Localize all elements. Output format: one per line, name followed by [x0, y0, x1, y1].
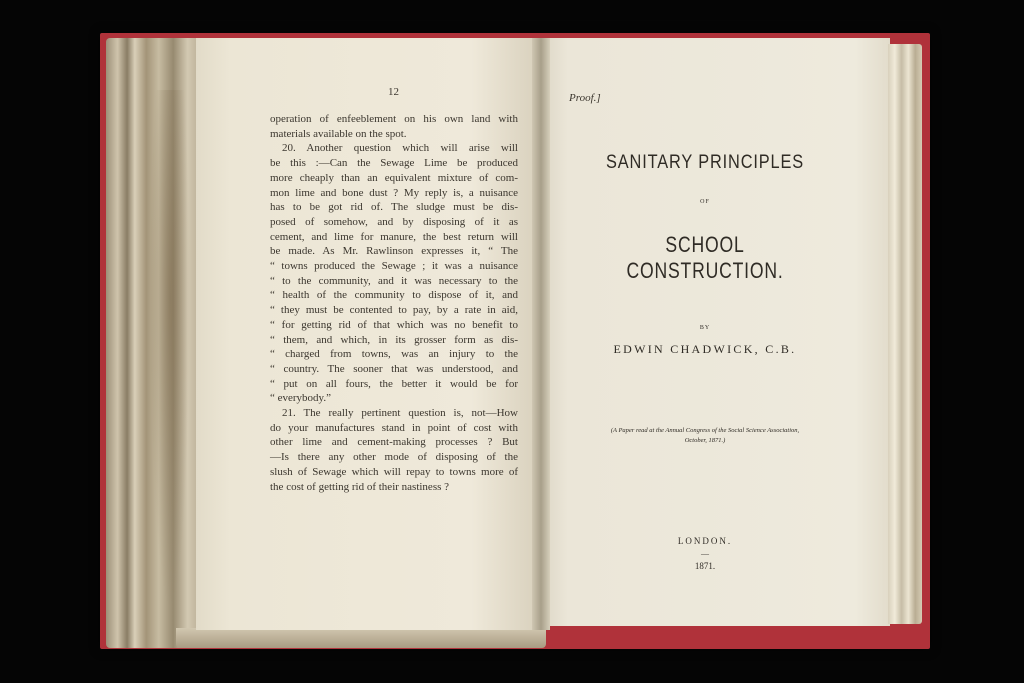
page-stain	[150, 90, 190, 610]
page-number: 12	[388, 86, 399, 98]
text-line: more cheaply than an equivalent mixture of com-	[270, 171, 518, 184]
text-line: cement, and lime for manure, the best return will	[270, 230, 518, 243]
text-line: be this :—Can the Sewage Lime be produced	[270, 157, 518, 170]
text-line: “ for getting rid of that which was no benefit to	[270, 318, 518, 331]
paper-note	[560, 426, 850, 446]
text-line: “ towns produced the Sewage ; it was a nuisance	[270, 260, 518, 273]
book-gutter	[532, 38, 550, 630]
text-line: “ charged from towns, was an injury to the	[270, 348, 518, 361]
text-line: do your manufactures stand in point of cost with	[270, 421, 518, 434]
text-line: slush of Sewage which will repay to towns more of	[270, 465, 518, 478]
text-line: “ to the community, and it was necessary to the	[270, 274, 518, 287]
title-of: OF	[700, 199, 710, 205]
proof-mark: Proof.]	[569, 92, 601, 104]
text-line: materials available on the spot.	[270, 127, 407, 140]
text-line: posed of somehow, and by disposing of it as	[270, 215, 518, 228]
publication-place: LONDON.	[677, 536, 733, 546]
text-line: —Is there any other mode of disposing of the	[270, 451, 518, 464]
text-line: the cost of getting rid of their nastiness ?	[270, 480, 450, 493]
author-name: EDWIN CHADWICK, C.B.	[613, 342, 797, 356]
paper-note-line-1: (A Paper read at the Annual Congress of the Social Science Association,	[610, 427, 800, 434]
byline-label: BY	[699, 325, 711, 331]
publication-year: 1871.	[694, 561, 716, 571]
page-edges-right	[888, 44, 922, 624]
text-line: 20. Another question which will arise will	[282, 142, 518, 155]
text-line: “ country. The sooner that was understood, and	[270, 362, 518, 375]
title-line-1: SANITARY PRINCIPLES	[606, 152, 804, 173]
text-line: “ everybody.”	[270, 392, 331, 405]
text-line: other lime and cement-making processes ? But	[270, 436, 518, 449]
text-line: mon lime and bone dust ? My reply is, a nuisance	[270, 186, 518, 199]
text-line: operation of enfeeblement on his own land with	[270, 113, 518, 125]
text-line: “ put on all fours, the better it would be for	[270, 377, 518, 390]
text-line: be made. As Mr. Rawlinson expresses it, “ The	[270, 245, 518, 258]
text-line: “ health of the community to dispose of it, and	[270, 289, 518, 302]
title-line-2: SCHOOL CONSTRUCTION.	[626, 232, 784, 283]
text-line: has to be got rid of. The sludge must be dis-	[270, 201, 518, 214]
page-edges-bottom	[176, 628, 546, 648]
text-line: “ they must be contented to pay, by a rate in aid,	[270, 304, 518, 317]
text-line: 21. The really pertinent question is, not—How	[282, 407, 518, 420]
paper-note-line-2: October, 1871.)	[684, 437, 726, 444]
text-line: “ them, and which, in its grosser form as dis-	[270, 333, 518, 346]
separator-dash: —	[701, 549, 709, 558]
left-page-text	[270, 112, 518, 494]
